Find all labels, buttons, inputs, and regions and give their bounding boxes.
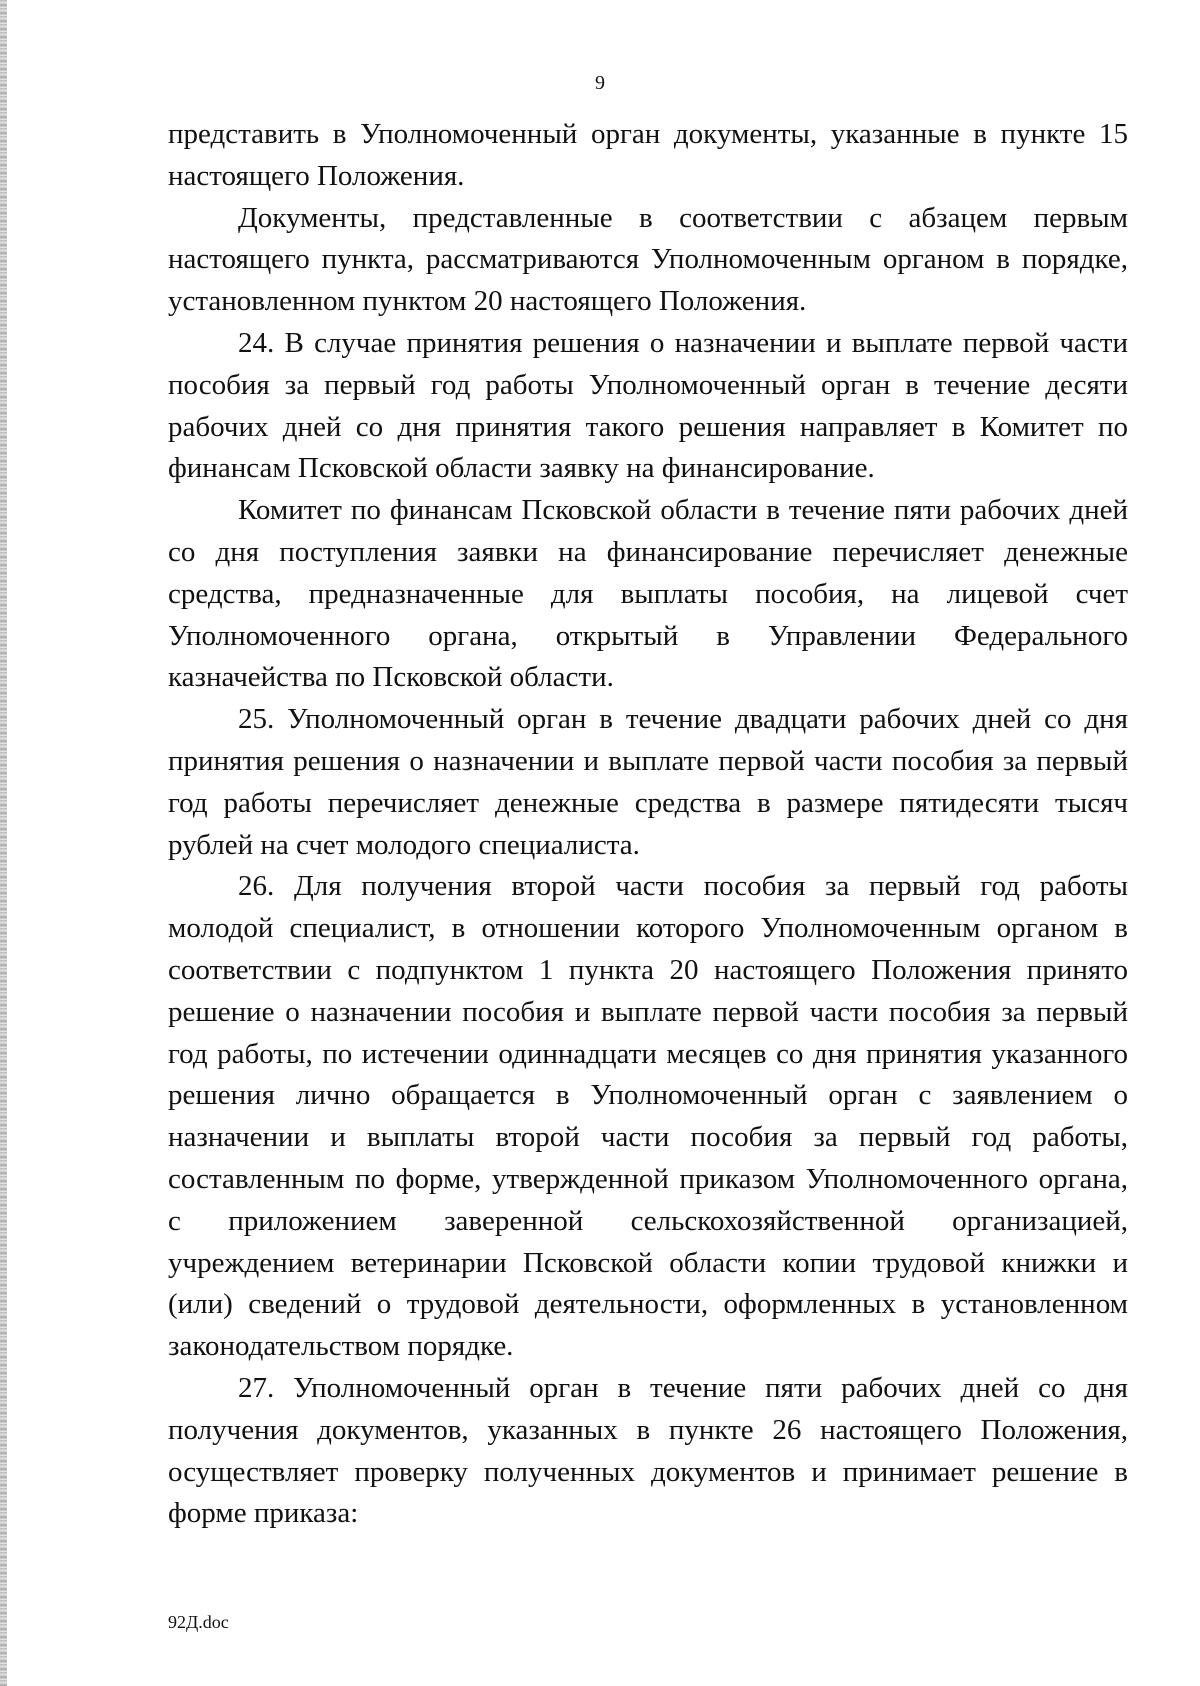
paragraph-item-25: 25. Уполномоченный орган в течение двадцати рабочих дней со дня принятия решения о назначении и выплате первой части пособия за первый год работы перечисляет денежные средства в размере пятидесяти тысяч рублей на счет молодого специалиста. <box>168 703 1128 861</box>
paragraph-item-24: 24. В случае принятия решения о назначении и выплате первой части пособия за первый год работы Уполномоченный орган в течение десяти рабочих дней со дня принятия такого решения направляет в Комитет по финансам Псковской области заявку на финансирование. <box>168 326 1128 485</box>
paragraph-item-27: 27. Уполномоченный орган в течение пяти рабочих дней со дня получения документов, указанных в пункте 26 настоящего Положения, осуществляет проверку полученных документов и принимает решение в форме приказа: <box>168 1371 1128 1530</box>
paragraph-item-26: 26. Для получения второй части пособия за первый год работы молодой специалист, в отношении которого Уполномоченным органом в соответствии с подпунктом 1 пункта 20 настоящего Положения принято решение о назначении пособия и выплате первой части пособия за первый год работы, по истечении одиннадцати месяцев со дня принятия указанного решения лично обращается в Уполномоченный орган с заявлением о назначении и выплаты второй части пособия за первый год работы, составленным по форме, утвержденной приказом Уполномоченного органа, с приложением заверенной сельскохозяйственной организацией, учреждением ветеринарии Псковской области копии трудовой книжки и (или) сведений о трудовой деятельности, оформленных в установленном законодательством порядке. <box>168 870 1128 1363</box>
paragraph-continuation: представить в Уполномоченный орган документы, указанные в пункте 15 настоящего Положения. <box>168 118 1128 192</box>
document-body <box>168 114 1128 1535</box>
page-number: 9 <box>595 72 605 94</box>
file-name-footer: 92Д.doc <box>168 1612 229 1632</box>
paragraph: Комитет по финансам Псковской области в течение пяти рабочих дней со дня поступления заявки на финансирование перечисляет денежные средства, предназначенные для выплаты пособия, на лицевой счет Уполномоченного органа, открытый в Управлении Федерального казначейства по Псковской области. <box>168 494 1128 694</box>
scan-edge <box>0 0 7 1686</box>
paragraph: Документы, представленные в соответствии с абзацем первым настоящего пункта, рассматриваются Уполномоченным органом в порядке, установленном пунктом 20 настоящего Положения. <box>168 201 1128 318</box>
